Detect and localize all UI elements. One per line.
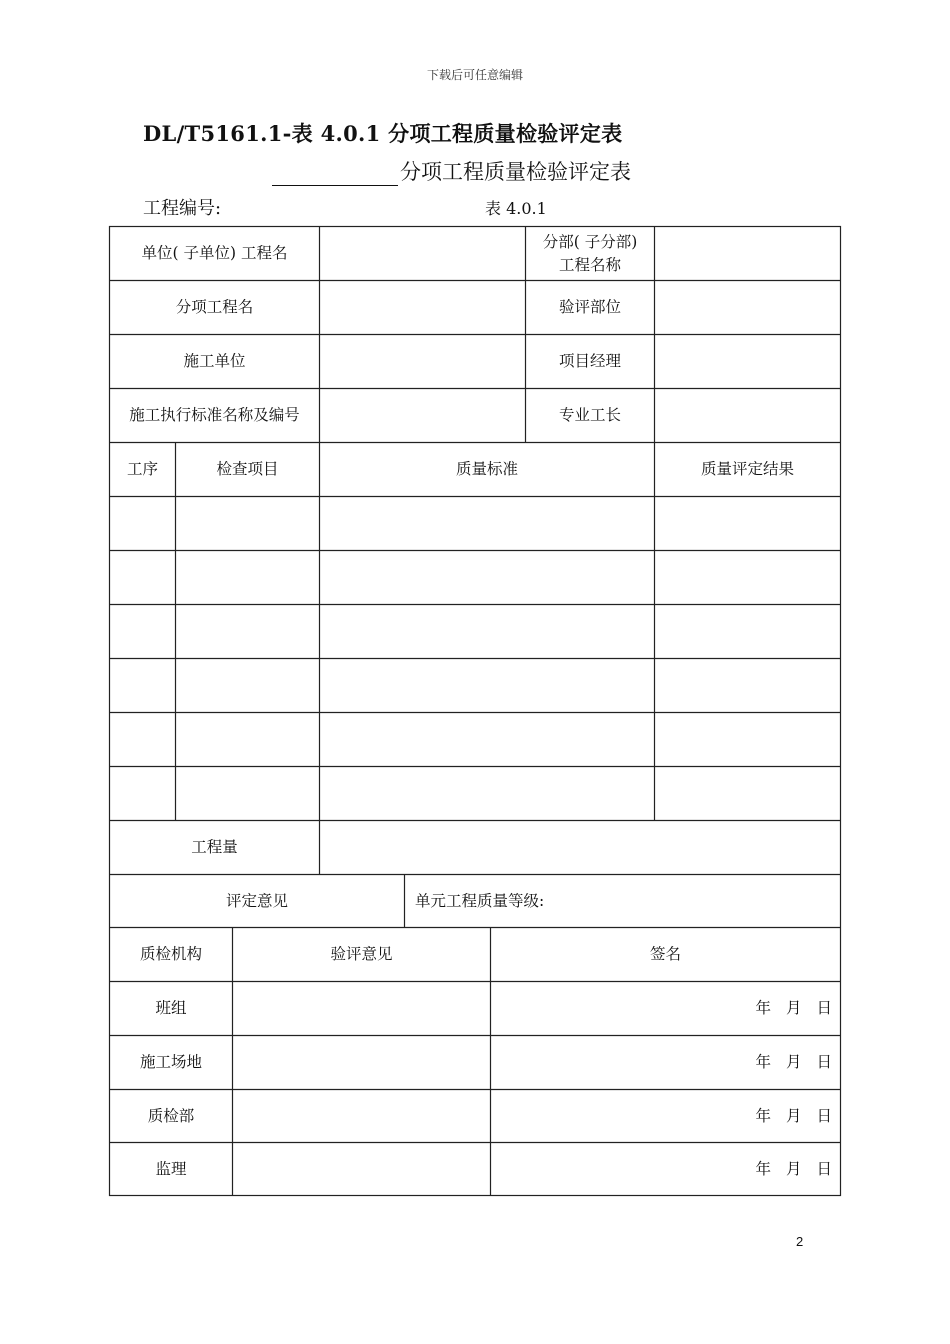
document-title: DL/T5161.1-表 4.0.1 分项工程质量检验评定表 bbox=[143, 121, 623, 146]
table-row-item-cell[interactable] bbox=[176, 605, 319, 658]
date-year: 年 bbox=[755, 1159, 771, 1178]
col-header-quality-standard: 质量标准 bbox=[455, 460, 518, 479]
col-header-process: 工序 bbox=[126, 460, 158, 479]
table-row-result-cell[interactable] bbox=[655, 659, 840, 712]
col-header-signature: 签名 bbox=[649, 945, 681, 964]
evaluation-opinion-label: 评定意见 bbox=[225, 891, 288, 910]
table-row-process-cell[interactable] bbox=[110, 767, 175, 820]
date-month: 月 bbox=[785, 999, 802, 1018]
date-day: 日 bbox=[816, 1159, 832, 1178]
inspection-location-field[interactable] bbox=[655, 281, 840, 334]
table-row-result-cell[interactable] bbox=[655, 605, 840, 658]
date-year: 年 bbox=[755, 1106, 771, 1125]
date-day: 日 bbox=[816, 999, 832, 1018]
date-year: 年 bbox=[755, 1053, 771, 1072]
division-project-name-label: 分部( 子分部) 工程名称 bbox=[542, 233, 638, 274]
table-row-item-cell[interactable] bbox=[176, 551, 319, 604]
table-row-standard-cell[interactable] bbox=[320, 659, 654, 712]
qc-org-supervisor: 监理 bbox=[155, 1159, 187, 1178]
qc-opinion-field[interactable] bbox=[233, 982, 490, 1035]
qc-opinion-field[interactable] bbox=[233, 1143, 490, 1195]
division-project-name-field[interactable] bbox=[655, 227, 840, 280]
qc-opinion-field[interactable] bbox=[233, 1090, 490, 1142]
table-row-process-cell[interactable] bbox=[110, 605, 175, 658]
table-row-item-cell[interactable] bbox=[176, 767, 319, 820]
qc-org-quality-dept: 质检部 bbox=[147, 1106, 195, 1125]
table-row-process-cell[interactable] bbox=[110, 713, 175, 766]
qc-org-team: 班组 bbox=[155, 999, 187, 1018]
signature-date-field[interactable] bbox=[491, 982, 840, 1035]
date-month: 月 bbox=[785, 1106, 802, 1125]
construction-unit-field[interactable] bbox=[320, 335, 525, 388]
table-row-standard-cell[interactable] bbox=[320, 767, 654, 820]
qc-org-site: 施工场地 bbox=[139, 1053, 202, 1072]
table-row-item-cell[interactable] bbox=[176, 713, 319, 766]
signature-date-field[interactable] bbox=[491, 1036, 840, 1089]
construction-unit-label: 施工单位 bbox=[183, 352, 246, 371]
table-row-process-cell[interactable] bbox=[110, 497, 175, 550]
unit-project-name-label: 单位( 子单位) 工程名 bbox=[141, 244, 288, 263]
table-number: 表 4.0.1 bbox=[485, 199, 547, 218]
project-manager-field[interactable] bbox=[655, 335, 840, 388]
quality-grade-field[interactable]: 单元工程质量等级: bbox=[415, 891, 545, 910]
table-row-result-cell[interactable] bbox=[655, 551, 840, 604]
col-header-quality-result: 质量评定结果 bbox=[700, 460, 794, 479]
date-month: 月 bbox=[785, 1159, 802, 1178]
table-row-result-cell[interactable] bbox=[655, 497, 840, 550]
foreman-field[interactable] bbox=[655, 389, 840, 442]
subitem-project-name-label: 分项工程名 bbox=[175, 298, 254, 317]
qc-opinion-field[interactable] bbox=[233, 1036, 490, 1089]
signature-date-field[interactable] bbox=[491, 1090, 840, 1142]
page-number: 2 bbox=[796, 1234, 804, 1249]
project-number-label: 工程编号: bbox=[143, 198, 222, 219]
table-row-standard-cell[interactable] bbox=[320, 713, 654, 766]
table-row-result-cell[interactable] bbox=[655, 767, 840, 820]
col-header-qc-opinion: 验评意见 bbox=[330, 945, 393, 964]
table-row-item-cell[interactable] bbox=[176, 497, 319, 550]
table-row-standard-cell[interactable] bbox=[320, 551, 654, 604]
quantity-label: 工程量 bbox=[191, 838, 238, 857]
table-row-standard-cell[interactable] bbox=[320, 497, 654, 550]
date-day: 日 bbox=[816, 1106, 832, 1125]
date-year: 年 bbox=[755, 999, 771, 1018]
foreman-label: 专业工长 bbox=[558, 406, 621, 425]
construction-standard-label: 施工执行标准名称及编号 bbox=[129, 406, 300, 425]
signature-date-field[interactable] bbox=[491, 1143, 840, 1195]
col-header-qc-org: 质检机构 bbox=[139, 945, 202, 964]
subitem-project-name-field[interactable] bbox=[320, 281, 525, 334]
subtitle-text: 分项工程质量检验评定表 bbox=[400, 160, 631, 184]
col-header-inspection-item: 检查项目 bbox=[216, 460, 279, 479]
construction-standard-field[interactable] bbox=[320, 389, 525, 442]
table-row-result-cell[interactable] bbox=[655, 713, 840, 766]
table-row-standard-cell[interactable] bbox=[320, 605, 654, 658]
quantity-field[interactable] bbox=[320, 821, 840, 874]
table-row-item-cell[interactable] bbox=[176, 659, 319, 712]
date-month: 月 bbox=[785, 1053, 802, 1072]
table-row-process-cell[interactable] bbox=[110, 551, 175, 604]
date-day: 日 bbox=[816, 1053, 832, 1072]
project-manager-label: 项目经理 bbox=[558, 352, 621, 371]
inspection-location-label: 验评部位 bbox=[558, 298, 621, 317]
table-row-process-cell[interactable] bbox=[110, 659, 175, 712]
unit-project-name-field[interactable] bbox=[320, 227, 525, 280]
header-note: 下载后可任意编辑 bbox=[426, 68, 523, 82]
